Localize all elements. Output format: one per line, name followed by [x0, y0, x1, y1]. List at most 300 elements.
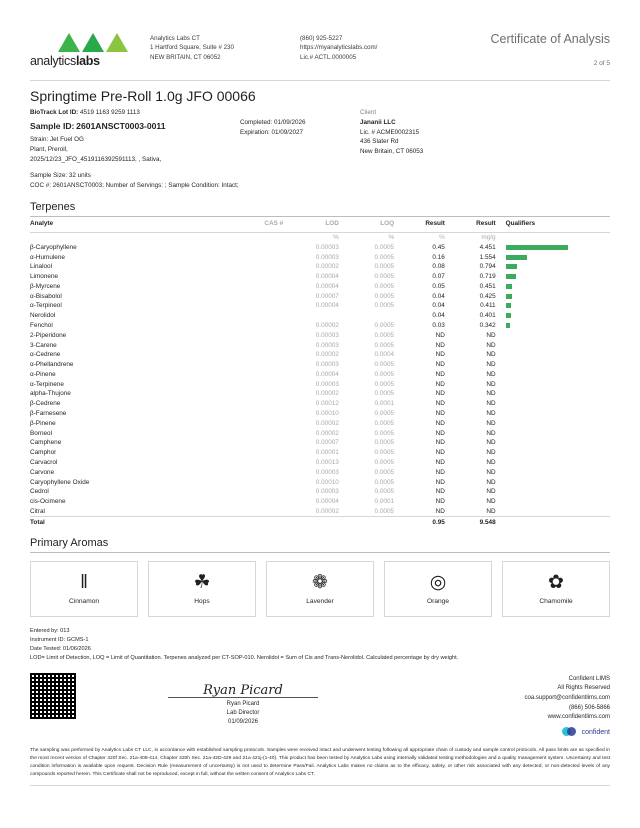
- cell-bar: [496, 330, 610, 340]
- cell-result-pct: ND: [435, 498, 445, 506]
- aroma-card: [502, 561, 610, 617]
- table-row: [30, 282, 610, 292]
- entered-by: Entered by: 013: [30, 628, 70, 635]
- unit-qualifiers: [496, 232, 610, 242]
- aromas-divider: [30, 552, 610, 553]
- table-row: [30, 467, 610, 477]
- cell-result-mg: ND: [486, 458, 496, 466]
- cell-bar: [496, 360, 610, 370]
- date-tested: Date Tested: 01/06/2026: [30, 645, 91, 652]
- cell-cas: [202, 262, 283, 272]
- unit-loq: %: [388, 233, 395, 241]
- cell-result-pct: 0.07: [432, 273, 445, 281]
- cell-analyte: Fenchol: [30, 322, 53, 330]
- client-license: Lic. # ACME0002315: [360, 128, 420, 136]
- company-logo: [30, 26, 150, 68]
- cell-bar: [496, 379, 610, 389]
- cell-result-pct: ND: [435, 478, 445, 486]
- cell-cas: [202, 487, 283, 497]
- aroma-card: [30, 561, 138, 617]
- hops-icon: ☘: [193, 572, 211, 594]
- cell-bar: [496, 487, 610, 497]
- result-bar: [506, 264, 517, 269]
- cell-analyte: α-Cedrene: [30, 351, 61, 359]
- sample-id-value: 2601ANSCT0003-0011: [76, 120, 166, 131]
- table-row: [30, 458, 610, 468]
- cell-analyte: β-Caryophyllene: [30, 243, 77, 251]
- cell-loq: 0.0005: [374, 253, 395, 261]
- cell-result-mg: ND: [486, 341, 496, 349]
- cell-result-mg: ND: [486, 361, 496, 369]
- table-row: [30, 311, 610, 321]
- logo-wordmark: [30, 54, 150, 68]
- signer-name: Ryan Picard: [226, 700, 260, 707]
- cell-loq: 0.0005: [374, 390, 395, 398]
- signature-image: Ryan Picard: [203, 682, 283, 698]
- cell-result-pct: 0.04: [432, 312, 445, 320]
- sample-id-label: Sample ID:: [30, 120, 75, 131]
- cell-lod: 0.00003: [315, 243, 339, 251]
- cell-lod: 0.00002: [315, 429, 339, 437]
- table-header-row: [30, 217, 610, 229]
- cell-analyte: Carvone: [30, 468, 55, 476]
- cell-loq: 0.0005: [374, 243, 395, 251]
- cell-result-pct: ND: [435, 351, 445, 359]
- aroma-card: [148, 561, 256, 617]
- cell-bar: [496, 409, 610, 419]
- cell-result-mg: ND: [486, 449, 496, 457]
- cell-result-mg: ND: [486, 498, 496, 506]
- table-row: [30, 301, 610, 311]
- result-bar: [506, 303, 512, 308]
- cinnamon-sticks-icon: ‖: [80, 572, 88, 594]
- coa-title-block: [491, 32, 611, 67]
- unit-analyte: [30, 232, 202, 242]
- aroma-label: Lavender: [306, 598, 334, 606]
- cell-result-pct: ND: [435, 488, 445, 496]
- cell-loq: 0.0005: [374, 282, 395, 290]
- cell-analyte: Carvacrol: [30, 458, 58, 466]
- cell-bar: [496, 282, 610, 292]
- signature-block: [76, 673, 410, 727]
- logo-triangles-icon: [58, 30, 150, 52]
- chamomile-flower-icon: ✿: [548, 572, 564, 594]
- cell-result-mg: 0.342: [479, 322, 496, 330]
- cell-cas: [202, 409, 283, 419]
- expiration-label: Expiration:: [240, 128, 270, 136]
- client-name: Jananii LLC: [360, 118, 396, 126]
- aroma-card: [266, 561, 374, 617]
- cell-result-pct: ND: [435, 468, 445, 476]
- cell-result-mg: ND: [486, 429, 496, 437]
- cell-analyte: alpha-Thujone: [30, 390, 71, 398]
- cell-lod: 0.00002: [315, 263, 339, 271]
- col-analyte: Analyte: [30, 219, 54, 227]
- cell-bar: [496, 418, 610, 428]
- table-row: [30, 428, 610, 438]
- table-row: [30, 350, 610, 360]
- lab-license: Lic.# ACTL.0000005: [300, 53, 357, 61]
- cell-result-pct: ND: [435, 429, 445, 437]
- unit-result-pct: %: [439, 233, 445, 241]
- total-label: Total: [30, 517, 202, 527]
- cell-cas: [202, 330, 283, 340]
- cell-loq: 0.0005: [374, 507, 395, 515]
- cell-result-mg: ND: [486, 468, 496, 476]
- cell-result-mg: 4.451: [479, 243, 496, 251]
- cell-result-mg: ND: [486, 370, 496, 378]
- table-row: [30, 272, 610, 282]
- cell-bar: [496, 477, 610, 487]
- result-bar: [506, 255, 528, 260]
- cell-loq: 0.0001: [374, 498, 395, 506]
- cell-result-mg: ND: [486, 419, 496, 427]
- sample-size: Sample Size: 32 units: [30, 172, 91, 180]
- cell-result-pct: ND: [435, 449, 445, 457]
- lims-name: Confident LIMS: [568, 675, 610, 682]
- cell-cas: [202, 389, 283, 399]
- aroma-label: Hops: [194, 598, 210, 606]
- cell-lod: 0.00002: [315, 507, 339, 515]
- cell-result-mg: ND: [486, 390, 496, 398]
- sample-meta-dates: [240, 108, 360, 164]
- table-row: [30, 340, 610, 350]
- total-result-pct: 0.95: [394, 517, 445, 527]
- cell-cas: [202, 272, 283, 282]
- cell-lod: 0.00003: [315, 341, 339, 349]
- cell-analyte: 2-Piperidone: [30, 331, 67, 339]
- cell-loq: 0.0005: [374, 380, 395, 388]
- cell-bar: [496, 438, 610, 448]
- cell-loq: 0.0005: [374, 419, 395, 427]
- instrument-id: Instrument ID: GCMS-1: [30, 636, 89, 643]
- cell-analyte: α-Pinene: [30, 370, 56, 378]
- cell-bar: [496, 370, 610, 380]
- cell-result-pct: ND: [435, 361, 445, 369]
- table-row: [30, 418, 610, 428]
- cell-lod: 0.00003: [315, 331, 339, 339]
- coc-line: COC #: 2601ANSCT0003; Number of Servings: ; Sample Condition: Intact;: [30, 182, 239, 190]
- client-address-1: 436 Slater Rd: [360, 138, 399, 146]
- plant-line: Plant, Preroll,: [30, 145, 68, 153]
- cell-lod: 0.00002: [315, 390, 339, 398]
- cell-loq: 0.0004: [374, 351, 395, 359]
- cell-result-mg: ND: [486, 410, 496, 418]
- cell-result-mg: ND: [486, 478, 496, 486]
- cell-bar: [496, 272, 610, 282]
- cell-loq: 0.0001: [374, 400, 395, 408]
- cell-bar: [496, 262, 610, 272]
- cell-cas: [202, 379, 283, 389]
- lab-contact-block: [300, 26, 460, 62]
- cell-cas: [202, 360, 283, 370]
- confident-logo: [410, 727, 610, 738]
- table-row: [30, 409, 610, 419]
- result-bar: [506, 274, 516, 279]
- signed-date: 01/09/2026: [227, 718, 259, 725]
- cell-lod: 0.00002: [315, 419, 339, 427]
- cell-loq: 0.0005: [374, 410, 395, 418]
- biotrack-value: 4519 1163 9259 1113: [80, 109, 140, 116]
- lims-phone: (866) 506-5866: [568, 704, 610, 711]
- disclaimer-text: The sampling was performed by Analytics Labs CT LLC, in accordance with established sampling protocols. Samples were received intact and underwent testing following all appropriate chain of custody and sample control protocols. All pass limits are as specified in the most recent version of Chapter 420f Sec. 21a-408-414, Chapter 420h Sec. 21a-42D-429 and 21a 421j-(1-40). This product has been tested by Analytics Labs using internally validated testing methodologies and a quality management system. Uncertainty and test condition information is available upon request. Decision Rule (measurement of uncertainty) is not used to determine Pass/Fail. Analytics Labs makes no claims as to the efficacy, safety, or other risk associated with any detected, or non-detected levels of any compounds reported herein. This Certificate shall not be reproduced, except in full, without the written consent of Analytics Labs CT.: [30, 747, 610, 777]
- cell-cas: [202, 506, 283, 516]
- cell-loq: 0.0005: [374, 292, 395, 300]
- lab-address-block: [150, 26, 300, 62]
- cell-result-pct: 0.05: [432, 282, 445, 290]
- cell-lod: 0.00002: [315, 351, 339, 359]
- cell-lod: 0.00004: [315, 273, 339, 281]
- cell-bar: [496, 252, 610, 262]
- cell-loq: [339, 311, 394, 321]
- cell-loq: 0.0005: [374, 449, 395, 457]
- col-result-pct: Result: [425, 219, 445, 227]
- cell-loq: 0.0005: [374, 488, 395, 496]
- cell-analyte: Limonene: [30, 273, 59, 281]
- cell-result-mg: 0.425: [479, 292, 496, 300]
- cell-result-pct: ND: [435, 419, 445, 427]
- lims-site[interactable]: www.confidentlims.com: [547, 714, 610, 721]
- lab-name: Analytics Labs CT: [150, 35, 200, 42]
- unit-result-mg: mg/g: [481, 233, 496, 241]
- cell-bar: [496, 497, 610, 507]
- cell-result-pct: ND: [435, 400, 445, 408]
- sample-meta: [30, 108, 610, 164]
- aroma-label: Orange: [427, 598, 449, 606]
- result-bar: [506, 294, 512, 299]
- cell-loq: 0.0005: [374, 331, 395, 339]
- lims-rights: All Rights Reserved: [557, 685, 610, 692]
- cell-analyte: β-Pinene: [30, 419, 56, 427]
- table-row: [30, 477, 610, 487]
- lod-note: LOD= Limit of Detection, LOQ = Limit of Quantitation. Terpenes analyzed per CT-SOP-010. Nerolidol = Sum of Cis and Trans-Nerolidol. Calculated percentage by dry weight.: [30, 654, 459, 661]
- cell-result-mg: 0.451: [479, 282, 496, 290]
- cell-loq: 0.0005: [374, 478, 395, 486]
- signer-role: Lab Director: [226, 709, 260, 716]
- cell-lod: 0.00004: [315, 370, 339, 378]
- cell-result-mg: ND: [486, 331, 496, 339]
- lab-website[interactable]: https://myanalyticslabs.com/: [300, 44, 378, 52]
- cell-loq: 0.0005: [374, 341, 395, 349]
- cell-cas: [202, 252, 283, 262]
- cell-analyte: Camphene: [30, 439, 62, 447]
- table-row: [30, 379, 610, 389]
- result-bar: [506, 245, 568, 250]
- cell-bar: [496, 301, 610, 311]
- cell-cas: [202, 370, 283, 380]
- page-header: [30, 26, 610, 80]
- cell-cas: [202, 350, 283, 360]
- signature-area: [30, 673, 610, 738]
- cell-loq: 0.0005: [374, 429, 395, 437]
- cell-lod: 0.00003: [315, 488, 339, 496]
- cell-result-pct: 0.08: [432, 263, 445, 271]
- cell-lod: 0.00004: [315, 282, 339, 290]
- cell-result-pct: 0.03: [432, 322, 445, 330]
- table-row: [30, 370, 610, 380]
- cell-cas: [202, 399, 283, 409]
- cell-analyte: cis-Ocimene: [30, 498, 66, 506]
- coa-title: Certificate of Analysis: [490, 32, 610, 46]
- table-row: [30, 487, 610, 497]
- cell-analyte: Borneol: [30, 429, 53, 437]
- orange-slice-icon: ◎: [429, 572, 447, 594]
- expiration-value: 01/09/2027: [271, 128, 304, 136]
- cell-result-mg: ND: [486, 439, 496, 447]
- cell-lod: 0.00010: [315, 478, 339, 486]
- cell-cas: [202, 438, 283, 448]
- cell-lod: [283, 311, 339, 321]
- cell-analyte: Nerolidol: [30, 312, 56, 320]
- cell-bar: [496, 467, 610, 477]
- cell-analyte: Cedrol: [30, 488, 49, 496]
- cell-cas: [202, 477, 283, 487]
- cell-analyte: α-Terpineol: [30, 302, 62, 310]
- cell-lod: 0.00003: [315, 253, 339, 261]
- cell-bar: [496, 506, 610, 516]
- cell-cas: [202, 497, 283, 507]
- cell-bar: [496, 242, 610, 252]
- cell-lod: 0.00003: [315, 468, 339, 476]
- aroma-card-row: [30, 561, 610, 617]
- footer-divider: [30, 785, 610, 786]
- cell-cas: [202, 428, 283, 438]
- cell-cas: [202, 321, 283, 331]
- cell-result-mg: ND: [486, 400, 496, 408]
- biotrack-label: BioTrack Lot ID:: [30, 109, 79, 116]
- col-qualifiers: Qualifiers: [505, 219, 536, 227]
- result-bar: [506, 313, 512, 318]
- cell-result-pct: ND: [435, 390, 445, 398]
- col-result-mg: Result: [476, 219, 496, 227]
- cell-result-pct: 0.04: [432, 292, 445, 300]
- cell-loq: 0.0005: [374, 468, 395, 476]
- cell-lod: 0.00003: [315, 361, 339, 369]
- cell-loq: 0.0005: [374, 322, 395, 330]
- confident-wordmark: confident: [581, 728, 610, 736]
- table-row: [30, 291, 610, 301]
- cell-result-mg: ND: [486, 488, 496, 496]
- cell-bar: [496, 340, 610, 350]
- cell-bar: [496, 428, 610, 438]
- cell-loq: 0.0005: [374, 370, 395, 378]
- cell-result-pct: ND: [435, 458, 445, 466]
- cell-loq: 0.0005: [374, 361, 395, 369]
- header-divider: [30, 80, 610, 81]
- table-row: [30, 252, 610, 262]
- aromas-section-title: Primary Aromas: [30, 537, 109, 550]
- cell-result-pct: ND: [435, 410, 445, 418]
- table-row: [30, 506, 610, 516]
- unit-lod: %: [333, 233, 339, 241]
- logo-text-light: analytics: [30, 54, 76, 68]
- lims-email[interactable]: coa.support@confidentlims.com: [524, 694, 610, 701]
- aroma-card: [384, 561, 492, 617]
- cell-bar: [496, 389, 610, 399]
- cell-result-pct: ND: [435, 507, 445, 515]
- table-row: [30, 262, 610, 272]
- table-row: [30, 448, 610, 458]
- cell-analyte: β-Myrcene: [30, 282, 61, 290]
- aroma-label: Cinnamon: [68, 598, 100, 606]
- cell-bar: [496, 311, 610, 321]
- confident-dots-icon: [562, 727, 578, 737]
- cell-bar: [496, 448, 610, 458]
- cell-lod: 0.00004: [315, 302, 339, 310]
- cell-lod: 0.00010: [315, 410, 339, 418]
- total-result-mg: 9.548: [445, 517, 496, 527]
- cell-analyte: α-Terpinene: [30, 380, 64, 388]
- cell-analyte: α-Humulene: [30, 253, 65, 261]
- cell-result-mg: 0.411: [480, 302, 496, 310]
- cell-analyte: Camphor: [30, 449, 57, 457]
- table-row: [30, 399, 610, 409]
- table-row: [30, 389, 610, 399]
- cell-loq: 0.0005: [374, 263, 395, 271]
- cell-cas: [202, 301, 283, 311]
- col-lod: LOD: [325, 219, 339, 227]
- cell-result-pct: 0.04: [432, 302, 445, 310]
- cell-lod: 0.00013: [315, 458, 339, 466]
- cell-result-mg: 0.794: [479, 263, 496, 271]
- unit-cas: [202, 232, 283, 242]
- qr-code-icon[interactable]: [30, 673, 76, 719]
- cell-loq: 0.0005: [374, 458, 395, 466]
- cell-loq: 0.0005: [374, 439, 395, 447]
- strain-line: Strain: Jet Fuel OG: [30, 136, 84, 144]
- completed-value: 01/09/2026: [273, 119, 306, 126]
- col-loq: LOQ: [380, 219, 395, 227]
- cell-result-pct: ND: [435, 370, 445, 378]
- table-row: [30, 321, 610, 331]
- lims-block: [410, 673, 610, 738]
- cell-result-pct: 0.45: [432, 243, 445, 251]
- cell-result-mg: ND: [486, 351, 496, 359]
- cell-bar: [496, 350, 610, 360]
- page-number: 2 of 5: [593, 60, 610, 67]
- footer-notes: [30, 627, 610, 663]
- cell-result-pct: ND: [435, 439, 445, 447]
- cell-result-mg: ND: [486, 507, 496, 515]
- total-row: [30, 517, 610, 527]
- cell-bar: [496, 291, 610, 301]
- cell-cas: [202, 458, 283, 468]
- cell-lod: 0.00001: [315, 449, 339, 457]
- lab-address-1: 1 Hartford Square, Suite # 230: [150, 44, 234, 52]
- cell-result-pct: ND: [435, 341, 445, 349]
- cell-loq: 0.0005: [374, 302, 395, 310]
- col-cas: CAS #: [264, 219, 284, 227]
- cell-analyte: Caryophyllene Oxide: [30, 478, 90, 486]
- code-line: 2025/12/23_JFO_4519116392591113, , Sativa,: [30, 155, 162, 163]
- cell-cas: [202, 418, 283, 428]
- cell-analyte: Citral: [30, 507, 45, 515]
- cell-analyte: 3-Carene: [30, 341, 57, 349]
- cell-result-mg: 0.401: [479, 312, 496, 320]
- cell-analyte: β-Cedrene: [30, 400, 61, 408]
- client-address-2: New Britain, CT 06053: [360, 148, 424, 155]
- cell-cas: [202, 311, 283, 321]
- table-row: [30, 242, 610, 252]
- table-row: [30, 497, 610, 507]
- cell-bar: [496, 399, 610, 409]
- result-bar: [506, 323, 511, 328]
- cell-result-pct: ND: [435, 331, 445, 339]
- cell-analyte: α-Bisabolol: [30, 292, 62, 300]
- terpenes-section-title: Terpenes: [30, 200, 76, 213]
- cell-loq: 0.0005: [374, 273, 395, 281]
- lab-phone: (860) 925-5227: [300, 35, 343, 42]
